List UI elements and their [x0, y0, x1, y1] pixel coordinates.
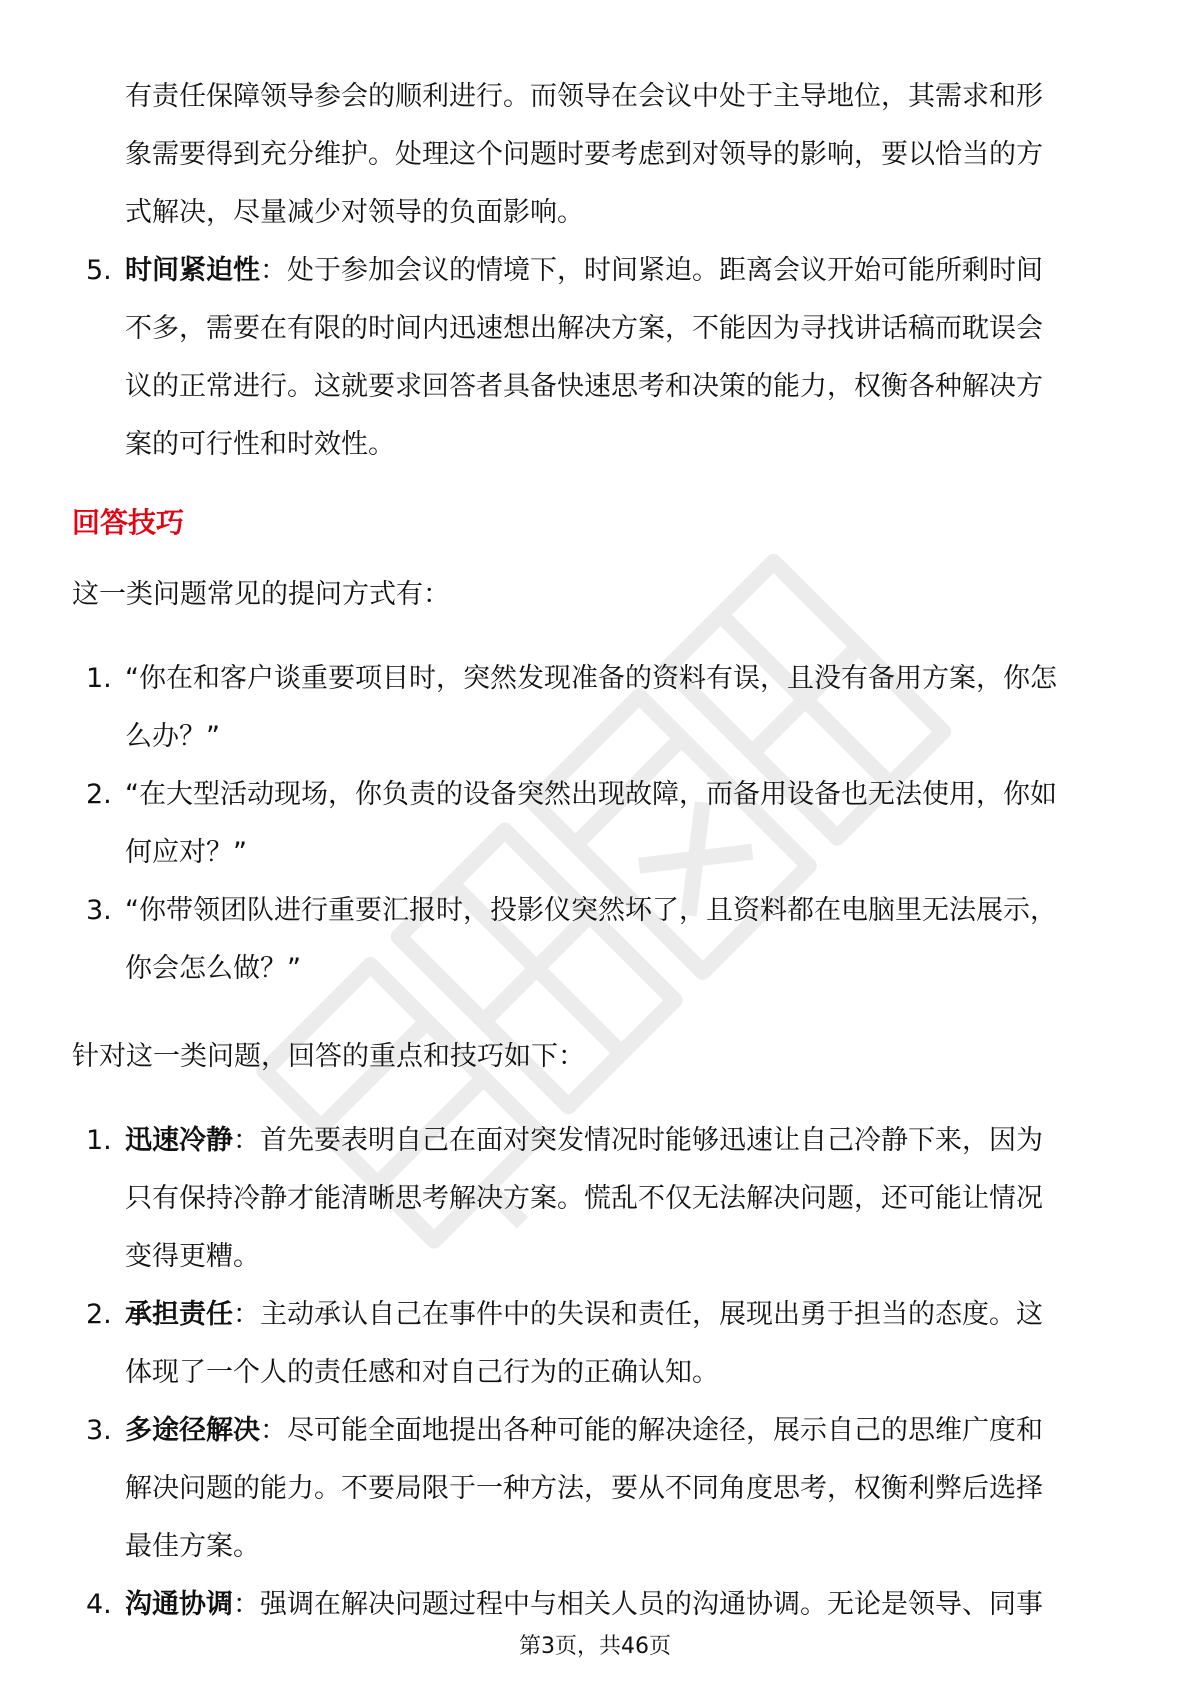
list-number: 1.: [86, 1125, 112, 1156]
item-title: 迅速冷静: [125, 1125, 233, 1156]
item-title: 时间紧迫性: [125, 255, 260, 286]
list-item: [72, 1286, 1122, 1402]
list-number: 5.: [86, 255, 112, 286]
text-line: “你带领团队进行重要汇报时，投影仪突然坏了，且资料都在电脑里无法展示，: [125, 895, 1057, 926]
analysis-item-5: [72, 242, 1122, 474]
list-number: 3.: [86, 1415, 112, 1446]
text-line: 只有保持冷静才能清晰思考解决方案。慌乱不仅无法解决问题，还可能让情况: [125, 1183, 1043, 1214]
item-text: ：首先要表明自己在面对突发情况时能够迅速让自己冷静下来，因为: [233, 1125, 1043, 1156]
text-line: 最佳方案。: [125, 1531, 260, 1562]
continuation-paragraph: [72, 68, 1122, 242]
text-line: 体现了一个人的责任感和对自己行为的正确认知。: [125, 1357, 719, 1388]
text-line: 么办？”: [125, 721, 220, 752]
text-line: 不多，需要在有限的时间内迅速想出解决方案，不能因为寻找讲话稿而耽误会: [125, 313, 1043, 344]
list-number: 4.: [86, 1589, 112, 1620]
questions-list: [72, 650, 1122, 998]
list-item: [72, 650, 1122, 766]
text-line: 式解决，尽量减少对领导的负面影响。: [125, 197, 584, 228]
text-line: 有责任保障领导参会的顺利进行。而领导在会议中处于主导地位，其需求和形: [125, 81, 1043, 112]
list-number: 1.: [86, 663, 112, 694]
text-line: 象需要得到充分维护。处理这个问题时要考虑到对领导的影响，要以恰当的方: [125, 139, 1043, 170]
text-line: 议的正常进行。这就要求回答者具备快速思考和决策的能力，权衡各种解决方: [125, 371, 1043, 402]
text-line: 何应对？”: [125, 837, 247, 868]
text-line: “在大型活动现场，你负责的设备突然出现故障，而备用设备也无法使用，你如: [125, 779, 1057, 810]
item-text: ：主动承认自己在事件中的失误和责任，展现出勇于担当的态度。这: [233, 1299, 1043, 1330]
item-text: ：尽可能全面地提出各种可能的解决途径，展示自己的思维广度和: [260, 1415, 1043, 1446]
section-heading: 回答技巧: [72, 506, 185, 539]
item-text: ：强调在解决问题过程中与相关人员的沟通协调。无论是领导、同事: [233, 1589, 1043, 1620]
list-number: 2.: [86, 779, 112, 810]
item-title: 多途径解决: [125, 1415, 260, 1446]
list-item: [72, 766, 1122, 882]
page-number: 第3页，共46页: [519, 1634, 671, 1659]
list-number: 3.: [86, 895, 112, 926]
list-item: [72, 1402, 1122, 1576]
text-line: 解决问题的能力。不要局限于一种方法，要从不同角度思考，权衡利弊后选择: [125, 1473, 1043, 1504]
item-title: 承担责任: [125, 1299, 233, 1330]
item-text: ：处于参加会议的情境下，时间紧迫。距离会议开始可能所剩时间: [260, 255, 1043, 286]
text-line: 变得更糟。: [125, 1241, 260, 1272]
list-number: 2.: [86, 1299, 112, 1330]
list-item: [72, 1576, 1122, 1634]
questions-intro: 这一类问题常见的提问方式有：: [72, 579, 450, 610]
text-line: 你会怎么做？”: [125, 953, 301, 984]
list-item: [72, 882, 1122, 998]
text-line: “你在和客户谈重要项目时，突然发现准备的资料有误，且没有备用方案，你怎: [125, 663, 1057, 694]
document-body: [72, 68, 1122, 1634]
text-line: 案的可行性和时效性。: [125, 429, 395, 460]
tips-intro: 针对这一类问题，回答的重点和技巧如下：: [72, 1041, 585, 1072]
list-item: [72, 1112, 1122, 1286]
item-title: 沟通协调: [125, 1589, 233, 1620]
tips-list: [72, 1112, 1122, 1634]
